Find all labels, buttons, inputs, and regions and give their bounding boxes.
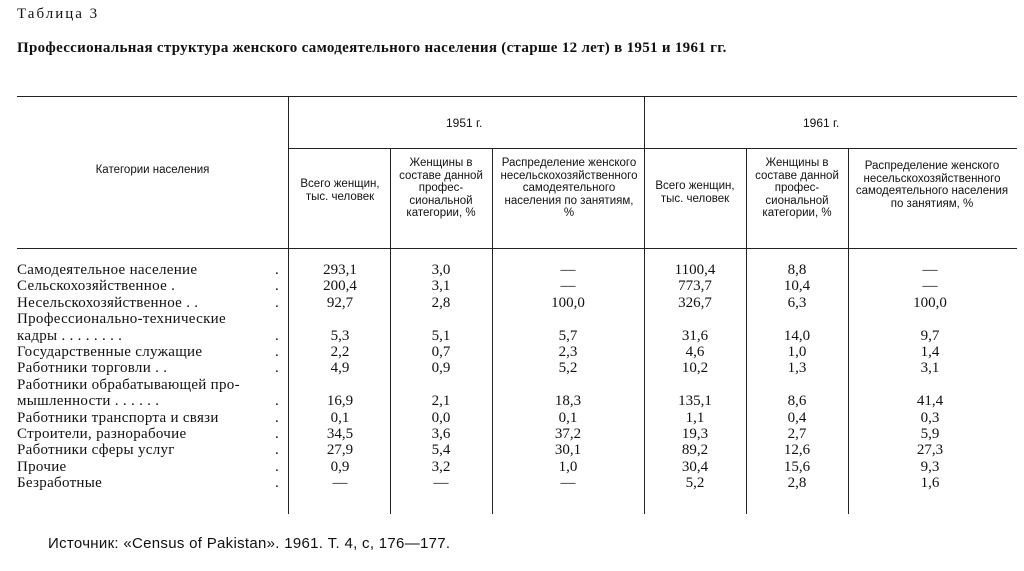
- table-cell: —: [433, 475, 449, 492]
- source-note: Источник: «Census of Pakistan». 1961. Т. 4, с, 176—177.: [48, 535, 451, 552]
- divider-1951-col2: [390, 148, 391, 514]
- table-cell: 3,1: [431, 278, 451, 295]
- table-cell: 8,6: [787, 393, 807, 410]
- table-cell: 2,7: [787, 426, 807, 442]
- table-cell: —: [332, 475, 348, 492]
- table-cell: —: [560, 262, 576, 278]
- table-cell: 10,2: [681, 360, 709, 377]
- row-label: Строители, разнорабочие: [17, 426, 187, 442]
- table-cell: 3,1: [920, 360, 940, 377]
- table-cell: —: [922, 278, 938, 295]
- table-cell: 773,7: [678, 278, 712, 295]
- table-cell: 9,7: [920, 327, 940, 344]
- table-cell: 200,4: [323, 278, 357, 295]
- table-title: Профессиональная структура женского самодеятельного населения (старше 12 лет) в 1951 и 1961 гг.: [17, 40, 727, 56]
- table-cell: 5,3: [330, 327, 350, 344]
- table-cell: 37,2: [554, 426, 582, 442]
- row-label: Безработные: [17, 475, 103, 492]
- row-leader-dot: .: [275, 360, 279, 377]
- header-1961-share: Женщины в составе данной профессиональной категории, %: [755, 157, 839, 219]
- header-bottom-rule: [17, 248, 1017, 249]
- table-cell: 0,4: [787, 409, 807, 426]
- table-cell: 92,7: [326, 294, 354, 311]
- header-1951-share: Женщины в составе данной профессиональной категории, %: [399, 157, 483, 219]
- row-label: кадры . . . . . . . .: [17, 327, 123, 344]
- table-cell: 9,3: [920, 458, 940, 475]
- table-cell: 0,0: [431, 409, 451, 426]
- table-cell: 8,8: [787, 262, 807, 278]
- year-rule: [288, 148, 1017, 149]
- row-leader-dot: .: [275, 294, 279, 311]
- row-leader-dot: .: [275, 393, 279, 410]
- table-cell: 19,3: [681, 426, 709, 442]
- table-cell: 16,9: [326, 393, 354, 410]
- table-cell: 0,1: [330, 409, 350, 426]
- row-label: Самодеятельное население: [17, 262, 198, 278]
- table-cell: 15,6: [783, 458, 811, 475]
- row-label: Работники сферы услуг: [17, 442, 175, 459]
- header-category: Категории населения: [95, 164, 210, 176]
- table-cell: —: [922, 262, 938, 278]
- table-cell: 0,1: [558, 409, 578, 426]
- row-label: мышленности . . . . . .: [17, 393, 160, 410]
- top-rule: [17, 96, 1017, 97]
- table-cell: 1,1: [685, 409, 705, 426]
- table-cell: 5,7: [558, 327, 578, 344]
- table-cell: 34,5: [326, 426, 354, 442]
- row-leader-dot: .: [275, 426, 279, 442]
- table-cell: 27,3: [916, 442, 944, 459]
- row-leader-dot: .: [275, 278, 279, 295]
- table-cell: 0,3: [920, 409, 940, 426]
- table-cell: 2,1: [431, 393, 451, 410]
- row-label: Профессионально-технические: [17, 311, 226, 328]
- table-cell: 41,4: [916, 393, 944, 410]
- table-cell: 0,9: [431, 360, 451, 377]
- table-cell: 5,1: [431, 327, 451, 344]
- table-cell: 1,0: [787, 344, 807, 360]
- row-leader-dot: .: [275, 458, 279, 475]
- table-cell: —: [560, 475, 576, 492]
- table-cell: 6,3: [787, 294, 807, 311]
- table-cell: 326,7: [678, 294, 712, 311]
- row-label: Работники торговли . .: [17, 360, 168, 377]
- row-leader-dot: .: [275, 442, 279, 459]
- row-leader-dot: .: [275, 475, 279, 492]
- header-year-1951: 1951 г.: [446, 116, 483, 130]
- divider-1951-col3: [492, 148, 493, 514]
- table-cell: 0,7: [431, 344, 451, 360]
- row-label: Работники транспорта и связи: [17, 409, 219, 426]
- row-label: Работники обрабатывающей про-: [17, 376, 240, 393]
- header-1961-total: Всего женщин, тыс. человек: [655, 180, 735, 205]
- table-cell: 1,0: [558, 458, 578, 475]
- table-cell: 2,8: [431, 294, 451, 311]
- table-cell: 2,8: [787, 475, 807, 492]
- table-cell: 30,1: [554, 442, 582, 459]
- header-year-1961: 1961 г.: [803, 116, 840, 130]
- table-cell: 2,2: [330, 344, 350, 360]
- table-cell: 3,2: [431, 458, 451, 475]
- table-cell: 0,9: [330, 458, 350, 475]
- row-leader-dot: .: [275, 262, 279, 278]
- table-cell: 4,6: [685, 344, 705, 360]
- table-cell: 1,3: [787, 360, 807, 377]
- table-cell: 3,0: [431, 262, 451, 278]
- table-cell: 1,6: [920, 475, 940, 492]
- divider-1961-col3: [848, 148, 849, 514]
- table-cell: 5,2: [558, 360, 578, 377]
- row-label: Прочие: [17, 458, 67, 475]
- header-1951-total: Всего женщин, тыс. человек: [300, 178, 380, 203]
- row-label: Государственные служащие: [17, 344, 203, 360]
- table-cell: —: [560, 278, 576, 295]
- table-cell: 135,1: [678, 393, 712, 410]
- table-cell: 12,6: [783, 442, 811, 459]
- row-label: Несельскохозяйственное . .: [17, 294, 199, 311]
- table-cell: 31,6: [681, 327, 709, 344]
- table-cell: 2,3: [558, 344, 578, 360]
- row-leader-dot: .: [275, 409, 279, 426]
- table-cell: 100,0: [551, 294, 585, 311]
- table-cell: 10,4: [783, 278, 811, 295]
- row-leader-dot: .: [275, 344, 279, 360]
- table-cell: 18,3: [554, 393, 582, 410]
- table-cell: 1,4: [920, 344, 940, 360]
- table-cell: 89,2: [681, 442, 709, 459]
- header-1951-dist: Распределение женского несельскохозяйственного самодеятельного населения по занятиям, %: [500, 157, 638, 219]
- row-leader-dot: .: [275, 327, 279, 344]
- table-cell: 3,6: [431, 426, 451, 442]
- divider-1961-col2: [746, 148, 747, 514]
- table-cell: 5,4: [431, 442, 451, 459]
- table-cell: 14,0: [783, 327, 811, 344]
- divider-label: [288, 96, 289, 514]
- table-cell: 27,9: [326, 442, 354, 459]
- table-cell: 5,2: [685, 475, 705, 492]
- table-cell: 30,4: [681, 458, 709, 475]
- divider-years: [644, 96, 645, 514]
- table-cell: 100,0: [913, 294, 947, 311]
- table-cell: 1100,4: [674, 262, 716, 278]
- row-label: Сельскохозяйственное .: [17, 278, 176, 295]
- table-cell: 293,1: [323, 262, 357, 278]
- table-number: Таблица 3: [17, 6, 100, 22]
- table-cell: 4,9: [330, 360, 350, 377]
- header-1961-dist: Распределение женского несельскохозяйственного самодеятельного населения по занятиям, %: [855, 160, 1009, 210]
- table-cell: 5,9: [920, 426, 940, 442]
